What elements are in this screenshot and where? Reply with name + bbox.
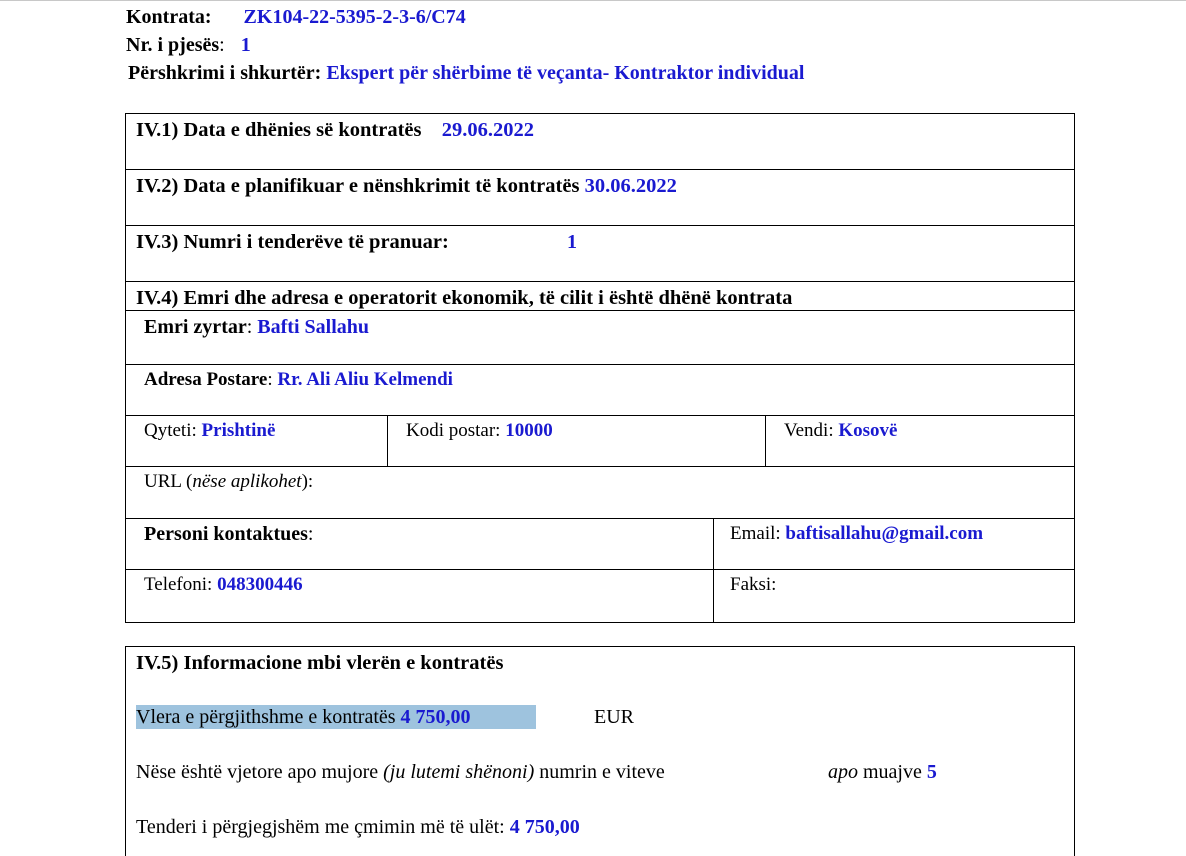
city-value: Prishtinë: [201, 420, 276, 441]
contract-label: Kontrata:: [126, 6, 212, 28]
currency: EUR: [594, 706, 634, 728]
city-label: Qyteti:: [144, 420, 197, 441]
iv1-row: [136, 118, 534, 142]
divider: [125, 518, 1075, 519]
divider: [765, 415, 766, 467]
postal-address-value: Rr. Ali Aliu Kelmendi: [277, 369, 453, 390]
divider: [125, 225, 1075, 226]
months-value: 5: [926, 761, 937, 783]
email-cell: [730, 522, 983, 546]
phone-label: Telefoni:: [144, 574, 213, 595]
part-line: [126, 33, 251, 57]
url-note: nëse aplikohet: [192, 471, 302, 492]
official-name-row: Emri zyrtar: Bafti Sallahu: [144, 316, 369, 338]
total-value-amount: 4 750,00: [400, 706, 471, 728]
official-name-label: Emri zyrtar: [144, 316, 247, 338]
months-label: muajve: [863, 761, 922, 783]
description-line: [128, 61, 804, 85]
fax-label: Faksi:: [730, 574, 777, 595]
divider: [125, 169, 1075, 170]
fax-cell: [730, 573, 776, 597]
email-label: Email:: [730, 523, 781, 544]
divider: [125, 466, 1075, 467]
lowest-price-value: 4 750,00: [509, 816, 580, 838]
email-value: baftisallahu@gmail.com: [785, 523, 984, 544]
official-name-value: Bafti Sallahu: [257, 316, 369, 338]
total-value-row[interactable]: [136, 705, 471, 729]
annual-label-b: numrin e viteve: [539, 761, 665, 783]
part-value: 1: [240, 34, 251, 56]
postal-code-value: 10000: [505, 420, 553, 441]
lowest-price-row: [136, 815, 580, 839]
postal-code-cell: [406, 419, 553, 443]
annual-label-a: Nëse është vjetore apo mujore: [136, 761, 379, 783]
url-label: URL (: [144, 471, 193, 492]
divider: [125, 415, 1075, 416]
city-cell: [144, 419, 275, 443]
iv2-label: IV.2) Data e planifikuar e nënshkrimit të kontratës: [136, 175, 580, 197]
iv3-row: [136, 230, 449, 254]
contact-person-cell: [144, 522, 313, 546]
phone-value: 048300446: [217, 574, 303, 595]
iv2-row: [136, 174, 677, 198]
country-label: Vendi:: [784, 420, 834, 441]
contract-line: [126, 5, 466, 29]
divider: [387, 415, 388, 467]
iv4-title: IV.4) Emri dhe adresa e operatorit ekonomik, të cilit i është dhënë kontrata: [136, 287, 793, 309]
url-tail: ):: [301, 471, 314, 492]
iv3-value: 1: [567, 231, 577, 253]
page-top-border: [0, 0, 1186, 1]
divider: [125, 364, 1075, 365]
iv5-title: IV.5) Informacione mbi vlerën e kontratës: [136, 652, 504, 674]
iv2-value: 30.06.2022: [584, 175, 677, 197]
contract-value: ZK104-22-5395-2-3-6/C74: [243, 6, 466, 28]
annual-row: [136, 760, 665, 784]
divider: [125, 569, 1075, 570]
lowest-price-label: Tenderi i përgjegjshëm me çmimin më të ulët:: [136, 816, 505, 838]
description-value: Ekspert për shërbime të veçanta- Kontraktor individual: [326, 62, 805, 84]
description-label: Përshkrimi i shkurtër:: [128, 62, 322, 84]
total-value-label: Vlera e përgjithshme e kontratës: [136, 706, 396, 728]
contact-person-colon: :: [307, 523, 314, 545]
iv1-value: 29.06.2022: [441, 119, 534, 141]
part-label: Nr. i pjesës: [126, 34, 220, 56]
country-cell: [784, 419, 897, 443]
phone-cell: [144, 573, 303, 597]
postal-address-label: Adresa Postare: [144, 369, 268, 390]
postal-address-row: Adresa Postare: Rr. Ali Aliu Kelmendi: [144, 369, 453, 390]
contact-person-label: Personi kontaktues: [144, 523, 308, 545]
months-row: [828, 760, 937, 784]
divider: [125, 281, 1075, 282]
country-value: Kosovë: [838, 420, 898, 441]
or-word: apo: [828, 761, 858, 783]
annual-label-note: (ju lutemi shënoni): [383, 761, 535, 783]
postal-code-label: Kodi postar:: [406, 420, 501, 441]
divider: [125, 310, 1075, 311]
iv1-label: IV.1) Data e dhënies së kontratës: [136, 119, 422, 141]
url-row: [144, 470, 313, 494]
divider: [713, 518, 714, 623]
part-colon: :: [219, 34, 225, 56]
iv3-label: IV.3) Numri i tenderëve të pranuar:: [136, 231, 449, 253]
